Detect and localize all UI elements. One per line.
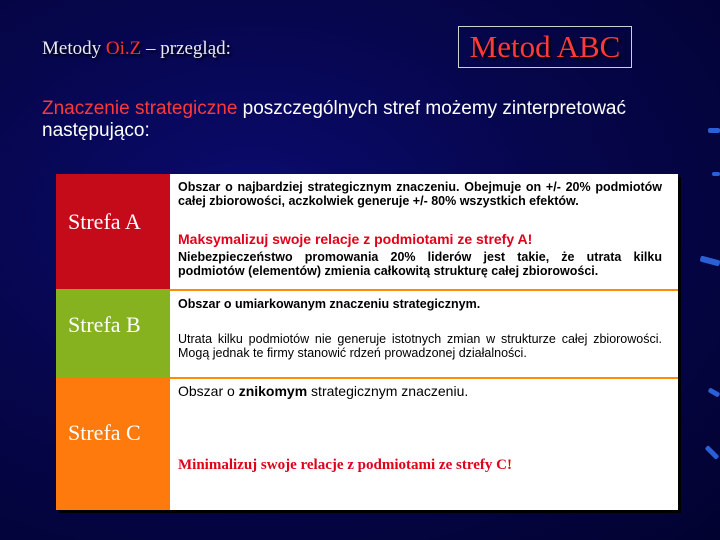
decorative-bar <box>708 128 720 133</box>
decorative-bar <box>705 445 720 460</box>
header-title-pre: Metody <box>42 38 106 59</box>
zone-b-cell <box>56 289 170 377</box>
zone-c-emphasis: Minimalizuj swoje relacje z podmiotami ze strefy C! <box>178 457 512 473</box>
header-title-post: – przegląd: <box>141 38 231 59</box>
row-divider <box>170 289 678 291</box>
zone-c-desc-bold: znikomym <box>238 383 308 399</box>
zone-b-description: Obszar o umiarkowanym znaczeniu strategicznym. <box>178 297 481 311</box>
intro-rest: poszczególnych stref możemy zinterpretować następująco: <box>42 98 626 141</box>
row-divider <box>170 377 678 379</box>
header-title <box>42 38 231 60</box>
decorative-bar <box>712 172 720 176</box>
zone-b-label: Strefa B <box>68 312 141 337</box>
intro-highlight: Znaczenie strategiczne <box>42 98 238 119</box>
zone-c-description <box>178 384 662 398</box>
decorative-bar <box>700 256 720 267</box>
zone-c-desc-post: strategicznym znaczeniu. <box>307 383 469 399</box>
abc-zones-table <box>56 174 678 510</box>
method-title-box: Metod ABC <box>458 26 632 68</box>
header-title-accent: Oi.Z <box>105 38 142 59</box>
zone-b-note: Utrata kilku podmiotów nie generuje istotnych zmian w strukturze całej zbiorowości. Mogą jednak te firmy stanowić rdzeń prowadzonej działalności. <box>178 332 662 360</box>
zone-a-emphasis: Maksymalizuj swoje relacje z podmiotami ze strefy A! <box>178 231 533 247</box>
decorative-bar <box>708 387 720 397</box>
zone-c-cell <box>56 377 170 510</box>
zone-a-risk: Niebezpieczeństwo promowania 20% liderów jest takie, że utrata kilku podmiotów (elementów) zmienia całkowitą strukturę całej zbiorowości. <box>178 250 662 278</box>
intro-text <box>42 98 682 142</box>
zone-c-label: Strefa C <box>68 420 141 445</box>
zone-a-description: Obszar o najbardziej strategicznym znaczeniu. Obejmuje on +/- 20% podmiotów całej zbiorowości, aczkolwiek generuje +/- 80% wszystkich efektów. <box>178 180 662 208</box>
zone-a-label: Strefa A <box>68 209 141 234</box>
zone-a-cell <box>56 174 170 289</box>
zone-c-desc-pre: Obszar o <box>178 383 239 399</box>
